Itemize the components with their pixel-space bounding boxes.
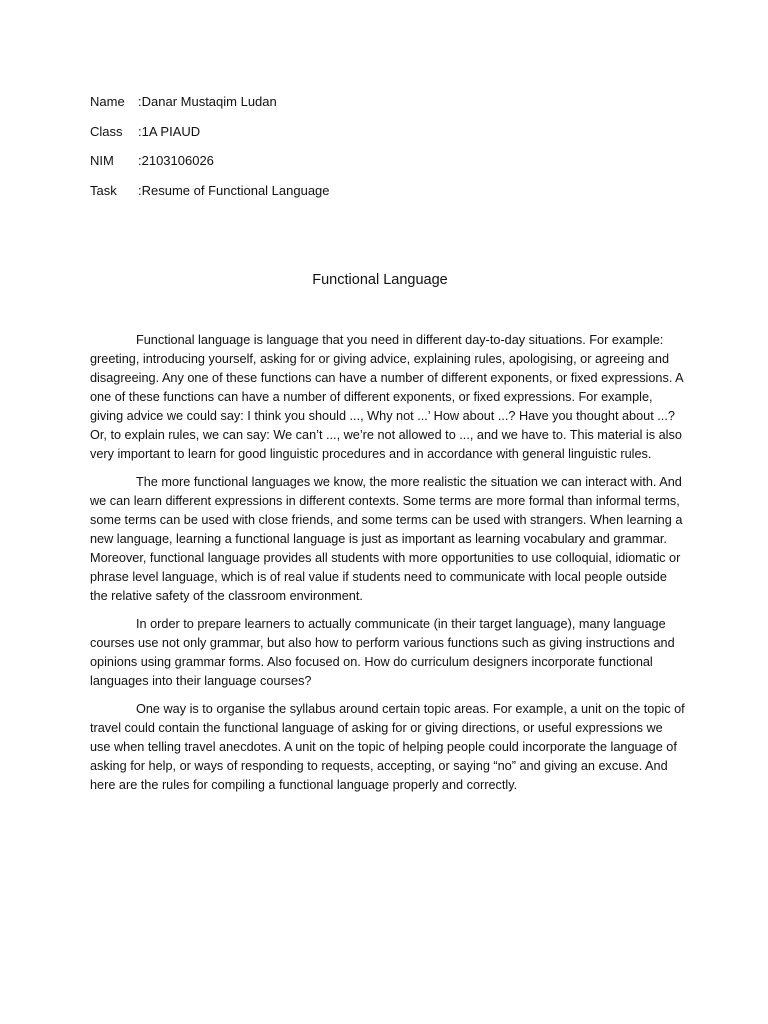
task-value: :Resume of Functional Language: [138, 182, 330, 198]
nim-value: :2103106026: [138, 153, 214, 168]
name-value: :Danar Mustaqim Ludan: [138, 94, 277, 109]
paragraph-1: Functional language is language that you need in different day-to-day situations. For example: greeting, introducing yourself, asking for or giving advice, explaining rules, apologising, or agreeing and disagreeing. Any one of these functions can have a number of different exponents, or fixed expressions. A one of these functions can have a number of different exponents, or fixed expressions. For example, giving advice we could say: I think you should ..., Why not ...’ How about ...? Have you thought about ...? Or, to explain rules, we can say: We can’t ..., we’re not allowed to ..., and we have to. This material is also very important to learn for good linguistic procedures and in accordance with general linguistic rules.: [90, 333, 683, 461]
nim-row: [90, 151, 490, 181]
class-row: [90, 122, 490, 152]
paragraph-4: One way is to organise the syllabus around certain topic areas. For example, a unit on the topic of travel could contain the functional language of asking for or giving directions, or useful expressions we use when telling travel anecdotes. A unit on the topic of helping people could incorporate the language of asking for help, or ways of responding to requests, accepting, or saying “no” and giving an excuse. And here are the rules for compiling a functional language properly and correctly.: [90, 702, 685, 792]
task-label: Task: [90, 182, 117, 198]
paragraph-2: The more functional languages we know, the more realistic the situation we can interact with. And we can learn different expressions in different contexts. Some terms are more formal than informal terms, some terms can be used with close friends, and some terms can be used with strangers. When learning a new language, learning a functional language is just as important as learning vocabulary and grammar. Moreover, functional language provides all students with more opportunities to use colloquial, idiomatic or phrase level language, which is of real value if students need to communicate with local people outside the relative safety of the classroom environment.: [90, 475, 683, 603]
class-value: :1A PIAUD: [138, 123, 201, 139]
student-info: [90, 92, 490, 210]
task-row: [90, 181, 490, 211]
name-label: Name: [90, 94, 125, 109]
document-body: [90, 331, 686, 804]
nim-label: NIM: [90, 153, 114, 168]
name-row: [90, 92, 490, 122]
document-title: Functional Language: [312, 272, 448, 288]
paragraph-3: In order to prepare learners to actually communicate (in their target language), many language courses use not only grammar, but also how to perform various functions such as giving instructions and opinions using grammar forms. Also focused on. How do curriculum designers incorporate functional languages into their language courses?: [90, 617, 675, 688]
class-label: Class: [90, 123, 123, 139]
